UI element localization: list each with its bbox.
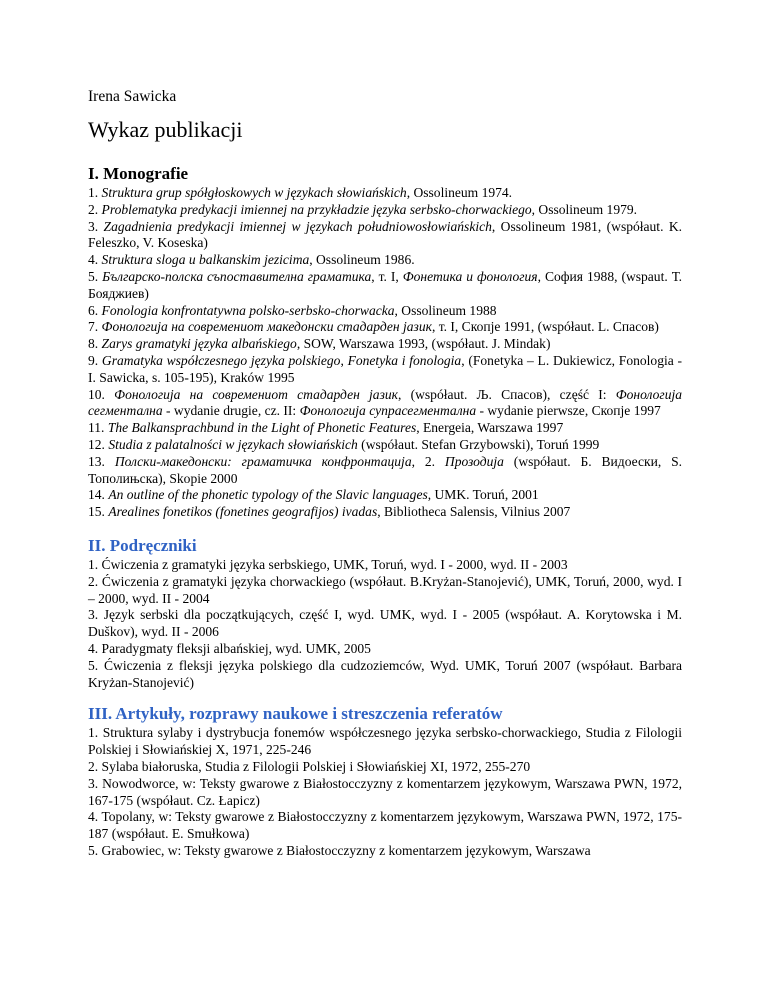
publication-text: , SOW, Warszawa 1993, (współaut. J. Mindak)	[296, 336, 551, 352]
publication-entry	[88, 420, 682, 437]
publication-title: Studia z palatalności w językach słowiańskich	[108, 436, 358, 452]
publication-text: 15.	[88, 504, 109, 520]
publication-title: Фонологија на современиот македонски стадарден јазик	[101, 319, 432, 335]
publication-text: 2.	[88, 201, 102, 217]
publication-entry	[88, 319, 682, 336]
section-heading: I. Monografie	[88, 164, 189, 183]
publication-text: , UMK. Toruń, 2001	[427, 487, 539, 503]
publication-text: 4.	[88, 640, 102, 656]
publication-title: Fonologia konfrontatywna polsko-serbsko-chorwacka	[101, 302, 395, 318]
publication-text: , Energeia, Warszawa 1997	[416, 420, 564, 436]
publication-text: , Ossolineum 1974.	[406, 185, 513, 200]
publication-entry	[88, 725, 682, 759]
publication-entry	[88, 353, 682, 387]
publication-text: Ćwiczenia z fleksji języka polskiego dla cudzoziemców, Wyd. UMK, Toruń 2007 (współaut. Barbara Kryżan-Stanojević)	[88, 657, 682, 690]
publication-text: Struktura sylaby i dystrybucja fonemów współczesnego języka serbsko-chorwackiego, Studia z Filologii Polskiej i Słowiańskiej X, 1971, 225-246	[88, 725, 683, 758]
publication-entry	[88, 219, 682, 253]
publication-title: An outline of the phonetic typology of the Slavic languages	[108, 487, 428, 503]
publication-entry	[88, 658, 682, 692]
publication-text: Topolany, w: Teksty gwarowe z Białostocczyzny z komentarzem językowym, Warszawa PWN, 1972, 175-187 (współaut. E. Smułkowa)	[88, 809, 682, 842]
publication-title: Zarys gramatyki języka albańskiego	[101, 336, 297, 352]
publication-text: Sylaba białoruska, Studia z Filologii Polskiej i Słowiańskiej XI, 1972, 255-270	[101, 758, 531, 774]
publication-text: ,	[340, 352, 348, 368]
publication-text: 3.	[88, 218, 104, 234]
publication-text: , Ossolineum 1986.	[309, 252, 415, 268]
publication-text: , Ossolineum 1981, (współaut. K. Feleszko, V. Koseska)	[88, 218, 683, 251]
publication-text: 6.	[88, 302, 102, 318]
publication-entry	[88, 843, 682, 860]
publication-entry	[88, 454, 682, 488]
section-items	[88, 185, 682, 521]
publication-title: Struktura sloga u balkanskim jezicima	[101, 252, 310, 268]
publication-text: Ćwiczenia z gramatyki języka serbskiego, UMK, Toruń, wyd. I - 2000, wyd. II - 2003	[101, 556, 568, 572]
publication-text: , т. I, Скопје 1991, (współaut. L. Спасов)	[431, 319, 659, 335]
publication-title: Фонологија сегментална	[88, 386, 683, 419]
publication-title: The Balkansprachbund in the Light of Phonetic Features	[107, 420, 417, 436]
publication-entry	[88, 303, 682, 320]
publication-text: 12.	[88, 436, 109, 452]
publication-entry	[88, 776, 682, 810]
publication-text: - wydanie drugie, cz. II:	[162, 403, 300, 419]
section-artykuly	[88, 703, 682, 859]
publication-entry	[88, 269, 682, 303]
section-monografie	[88, 163, 682, 521]
publication-text: 5.	[88, 657, 105, 673]
publication-text: 1.	[88, 556, 102, 572]
publication-title: Прозодија	[444, 453, 504, 469]
publication-title: Zagadnienia predykacji imiennej w językach południowosłowiańskich	[103, 218, 492, 234]
publication-text: , (współaut. Љ. Спасов), część I:	[397, 386, 616, 402]
publication-entry	[88, 252, 682, 269]
publication-entry	[88, 759, 682, 776]
publication-text: 4.	[88, 809, 102, 825]
publication-entry	[88, 504, 682, 521]
publication-entry	[88, 185, 682, 202]
publication-entry	[88, 557, 682, 574]
publication-text: 7.	[88, 319, 102, 335]
section-items	[88, 725, 682, 859]
publication-text: 11.	[88, 420, 108, 436]
publication-title: Arealines fonetikos (fonetines geografijos) ivadas	[108, 504, 378, 520]
publication-text: , Ossolineum 1988	[394, 302, 497, 318]
publication-title: Фонологија на современиот стадарден јазик	[114, 386, 398, 402]
publication-text: 2.	[88, 573, 102, 589]
publication-title: Gramatyka współczesnego języka polskiego	[101, 352, 341, 368]
publication-text: 3.	[88, 775, 103, 791]
publication-text: , (Fonetyka – L. Dukiewicz, Fonologia - I. Sawicka, s. 105-195), Kraków 1995	[88, 352, 683, 385]
section-items	[88, 557, 682, 691]
publication-title: Фонетика и фонология	[402, 268, 538, 284]
publication-text: Nowodworce, w: Teksty gwarowe z Białostocczyzny z komentarzem językowym, Warszawa PWN, 1972, 167-175 (współaut. Cz. Łapicz)	[88, 775, 682, 808]
publication-title: Българско-полска съпоставителна граматика	[102, 268, 372, 284]
publication-text: 3.	[88, 607, 104, 623]
publication-entry	[88, 202, 682, 219]
publication-text: 2.	[88, 758, 102, 774]
publication-text: , 2.	[411, 453, 445, 469]
publication-text: , Bibliotheca Salensis, Vilnius 2007	[377, 504, 571, 520]
publication-text: Ćwiczenia z gramatyki języka chorwackiego (współaut. B.Kryżan-Stanojević), UMK, Toruń, 2000, wyd. I – 2000, wyd. II - 2004	[88, 573, 683, 606]
section-podreczniki	[88, 535, 682, 691]
publication-text: Grabowiec, w: Teksty gwarowe z Białostocczyzny z komentarzem językowym, Warszawa	[101, 842, 591, 858]
publication-entry	[88, 641, 682, 658]
author-name: Irena Sawicka	[88, 88, 177, 105]
publication-text: , София 1988, (wspaut. Т. Бояджиев)	[88, 268, 683, 301]
publication-list	[88, 163, 682, 860]
section-spacer	[88, 521, 682, 535]
publication-entry	[88, 607, 682, 641]
section-heading: III. Artykuły, rozprawy naukowe i streszczenia referatów	[88, 704, 503, 724]
section-spacer	[88, 691, 682, 703]
publication-text: 1.	[88, 725, 103, 741]
publication-text: (współaut. Б. Видоески, S. Тополињска), Skopie 2000	[88, 453, 683, 486]
publication-entry	[88, 574, 682, 608]
publication-title: Fonetyka i fonologia	[347, 352, 462, 368]
publication-text: 5.	[88, 842, 102, 858]
publication-entry	[88, 809, 682, 843]
publication-text: 9.	[88, 352, 102, 368]
document-title: Wykaz publikacji	[88, 117, 243, 142]
publication-text: 5.	[88, 268, 103, 284]
publication-entry	[88, 487, 682, 504]
publication-text: 1.	[88, 185, 102, 200]
publication-text: 4.	[88, 252, 102, 268]
publication-entry	[88, 387, 682, 421]
publication-text: 8.	[88, 336, 102, 352]
publication-text: (współaut. Stefan Grzybowski), Toruń 1999	[357, 436, 600, 452]
publication-title: Problematyka predykacji imiennej na przykładzie języka serbsko-chorwackiego	[101, 201, 532, 217]
publication-text: 10.	[88, 386, 115, 402]
publication-text: , Ossolineum 1979.	[531, 201, 638, 217]
publication-text: Język serbski dla początkujących, część I, wyd. UMK, wyd. I - 2005 (współaut. A. Korytowska i M. Duškov), wyd. II - 2006	[88, 607, 683, 640]
publication-text: Paradygmaty fleksji albańskiej, wyd. UMK, 2005	[101, 640, 371, 656]
publication-text: 13.	[88, 453, 115, 469]
section-heading: II. Podręczniki	[88, 535, 197, 555]
publication-title: Struktura grup spółgłoskowych w językach słowiańskich	[101, 185, 407, 200]
publication-text: , т. I,	[371, 268, 403, 284]
publication-entry	[88, 336, 682, 353]
publication-text: - wydanie pierwsze, Скопје 1997	[476, 403, 661, 419]
publication-title: Фонологија супрасегментална	[299, 403, 477, 419]
publication-text: 14.	[88, 487, 109, 503]
publication-title: Полски-македонски: граматичка конфронтација	[114, 453, 412, 469]
publication-entry	[88, 437, 682, 454]
